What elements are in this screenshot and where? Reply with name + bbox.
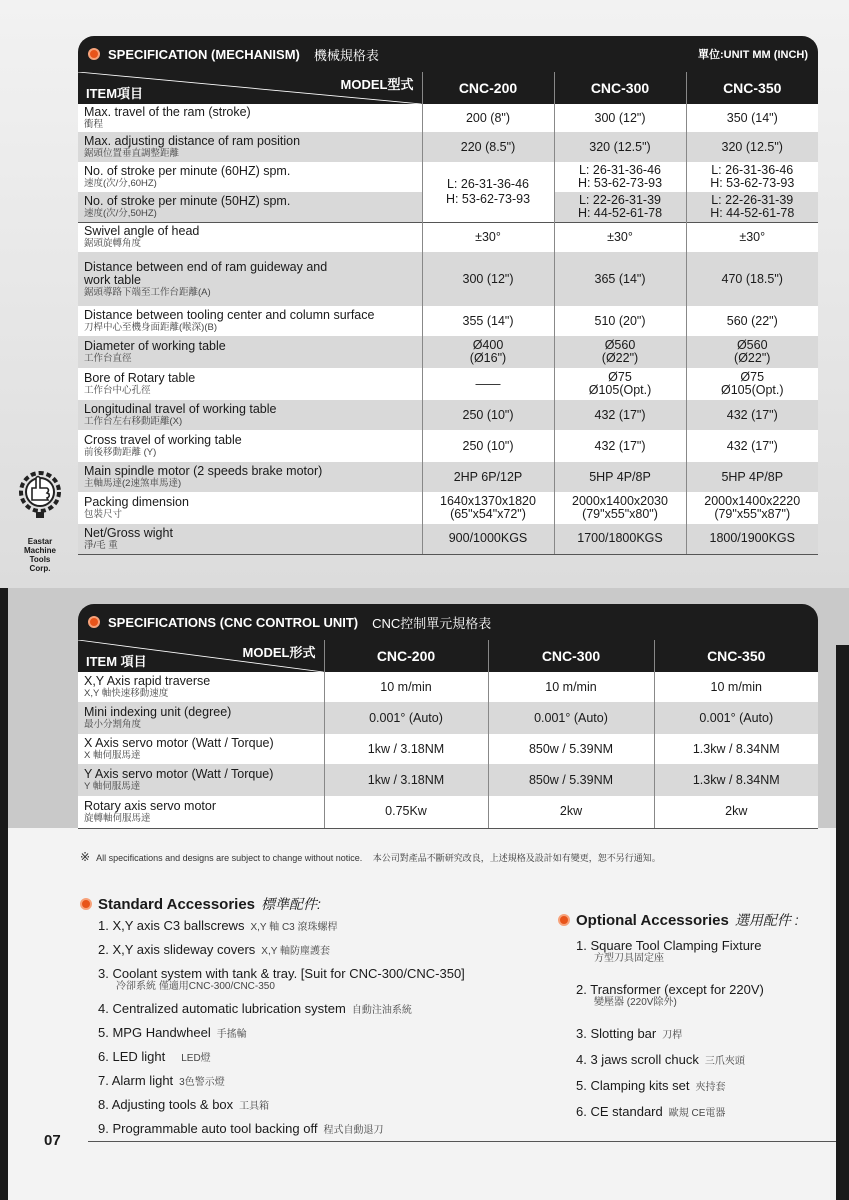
row-label-zh: 淨/毛 重 <box>84 539 118 551</box>
cell-value <box>686 192 818 222</box>
list-item <box>576 1104 826 1130</box>
row-label-zh: 速度(次/分,50HZ) <box>84 207 157 219</box>
company-logo <box>10 468 70 573</box>
item-text-zh: X,Y 軸 C3 滾珠螺桿 <box>250 922 338 933</box>
row-label <box>78 764 324 796</box>
cell-value <box>554 492 686 524</box>
bullet-icon <box>88 616 100 628</box>
row-label-zh: 鋸頭旋轉角度 <box>84 238 142 250</box>
item-text: LED light <box>112 1049 166 1064</box>
row-label <box>78 132 422 162</box>
cell-value: 320 (12.5") <box>686 132 818 162</box>
row-label-en: Net/Gross wight <box>84 525 173 540</box>
cell-line: L: 26-31-36-46 <box>711 163 794 177</box>
spec-row <box>78 162 818 192</box>
list-item <box>576 938 826 982</box>
list-item <box>98 1025 558 1049</box>
cell-value: 10 m/min <box>654 672 818 702</box>
item-text: X,Y axis C3 ballscrews <box>112 918 245 933</box>
item-number: 4. <box>98 1001 109 1016</box>
cell-line: Ø75 <box>608 370 632 384</box>
row-label-zh: 衝程 <box>84 119 104 130</box>
item-number: 1. <box>98 918 109 933</box>
spec-row <box>78 400 818 430</box>
spec-row <box>78 734 818 764</box>
optional-title-en: Optional Accessories <box>576 911 729 929</box>
cnc-spec-title: SPECIFICATIONS (CNC CONTROL UNIT) <box>108 614 359 630</box>
row-label <box>78 400 422 430</box>
row-label-en: X,Y Axis rapid traverse <box>84 674 211 688</box>
cell-value <box>686 492 818 524</box>
row-label <box>78 734 324 764</box>
row-label-zh: 前後移動距離 (Y) <box>84 447 157 458</box>
item-text-zh: 手搖輪 <box>216 1029 247 1040</box>
item-model-header <box>78 640 324 672</box>
item-text: Transformer (except for 220V) <box>590 982 764 997</box>
row-label-zh: 工作台直徑 <box>84 353 132 364</box>
item-model-header <box>78 72 422 104</box>
list-item <box>98 1073 558 1097</box>
unit-label: 單位:UNIT MM (INCH) <box>698 49 808 61</box>
item-number: 3. <box>98 966 109 981</box>
cell-line: Ø560 <box>736 338 768 352</box>
cell-value: 1kw / 3.18NM <box>324 764 488 796</box>
cell-value: 432 (17") <box>686 400 818 430</box>
cell-line: 2000x1400x2030 <box>572 494 668 508</box>
row-label-zh: 速度(次/分,60HZ) <box>84 178 157 189</box>
logo-text: Corp. <box>29 564 51 573</box>
cell-line: (79"x55"x80") <box>582 507 658 521</box>
row-label-en: Distance between end of ram guideway and <box>84 259 328 274</box>
cell-value: 0.001° (Auto) <box>654 702 818 734</box>
item-text: Slotting bar <box>590 1026 657 1041</box>
cell-value: 1kw / 3.18NM <box>324 734 488 764</box>
item-text-zh: 冷卻系統 僅適用CNC-300/CNC-350 <box>116 981 275 992</box>
cell-line: Ø560 <box>604 338 636 352</box>
logo-text: Tools <box>29 555 51 564</box>
item-text-zh: 歐規 CE電器 <box>668 1108 726 1119</box>
row-label-zh: X 軸伺服馬達 <box>84 750 141 761</box>
model-header: CNC-300 <box>488 640 654 672</box>
cell-value <box>686 336 818 368</box>
cell-value: 250 (10") <box>422 430 554 462</box>
row-label-en: Main spindle motor (2 speeds brake motor) <box>84 464 323 478</box>
mechanism-spec-panel <box>78 36 818 555</box>
cell-value: 10 m/min <box>488 672 654 702</box>
item-text-zh: 三爪夾頭 <box>704 1056 745 1067</box>
row-label-en: Cross travel of working table <box>84 433 242 447</box>
cell-value: 2kw <box>488 796 654 828</box>
cell-value: 850w / 5.39NM <box>488 764 654 796</box>
row-label <box>78 796 324 828</box>
cell-line: H: 44-52-61-78 <box>577 205 663 220</box>
item-text-zh: 變壓器 (220V除外) <box>594 997 677 1008</box>
item-number: 3. <box>576 1026 587 1041</box>
cell-line: L: 22-26-31-39 <box>711 192 794 207</box>
row-label-en: Packing dimension <box>84 495 189 509</box>
item-number: 5. <box>576 1078 587 1093</box>
row-label-en: Mini indexing unit (degree) <box>84 705 232 719</box>
left-edge-bar <box>0 588 8 1200</box>
item-number: 6. <box>98 1049 109 1064</box>
item-text: MPG Handwheel <box>112 1025 211 1040</box>
row-label-en: Swivel angle of head <box>84 224 200 239</box>
bullet-icon <box>88 48 100 60</box>
spec-row <box>78 252 818 306</box>
model-header: CNC-300 <box>554 72 686 104</box>
list-item <box>576 1078 826 1104</box>
item-text: Alarm light <box>111 1073 174 1088</box>
item-number: 4. <box>576 1052 587 1067</box>
cell-value: 365 (14") <box>554 252 686 306</box>
spec-row <box>78 104 818 132</box>
spec-row <box>78 462 818 492</box>
standard-title-zh: 標準配件: <box>261 896 321 912</box>
cell-line: Ø400 <box>472 338 504 352</box>
cell-value: L: 26-31-36-46 <box>422 162 554 192</box>
cell-value: 5HP 4P/8P <box>554 462 686 492</box>
list-item <box>98 1049 558 1073</box>
cell-line: H: 53-62-73-93 <box>577 176 663 190</box>
cell-value <box>554 336 686 368</box>
cell-value: 432 (17") <box>554 430 686 462</box>
hand-gear-icon <box>16 468 64 532</box>
item-text: 3 jaws scroll chuck <box>590 1052 699 1067</box>
model-header: CNC-350 <box>654 640 818 672</box>
mechanism-spec-title-zh: 機械規格表 <box>313 47 379 63</box>
list-item <box>98 942 558 966</box>
row-label <box>78 336 422 368</box>
cell-value: 0.001° (Auto) <box>324 702 488 734</box>
item-number: 9. <box>98 1121 109 1136</box>
item-number: 2. <box>98 942 109 957</box>
row-label-zh: 鋸頭導路下端至工作台距離(A) <box>84 286 211 298</box>
item-label: ITEM 項目 <box>86 654 147 669</box>
cell-value: 1800/1900KGS <box>686 524 818 554</box>
cell-value: 432 (17") <box>686 430 818 462</box>
model-label: MODEL形式 <box>242 645 316 660</box>
cell-value: 200 (8") <box>422 104 554 132</box>
row-label-zh: 包裝尺寸 <box>84 509 123 520</box>
row-label-zh: 工作台左右移動距離(X) <box>84 416 183 427</box>
cell-value: 0.75Kw <box>324 796 488 828</box>
row-label-zh: 刀桿中心至機身面距離(喉深)(B) <box>84 322 217 333</box>
item-text-zh: LED燈 <box>181 1053 211 1064</box>
row-label <box>78 104 422 132</box>
cell-value: 355 (14") <box>422 306 554 336</box>
cell-value: 5HP 4P/8P <box>686 462 818 492</box>
optional-title-zh: 選用配件 : <box>734 912 799 928</box>
logo-text: Machine <box>23 546 56 555</box>
item-text-zh: X,Y 軸防塵護套 <box>261 946 331 957</box>
list-item <box>98 1001 558 1025</box>
row-label <box>78 252 422 306</box>
cnc-spec-header <box>78 604 818 640</box>
row-label-en: Y Axis servo motor (Watt / Torque) <box>84 767 274 781</box>
cell-value: 300 (12") <box>422 252 554 306</box>
right-edge-bar <box>836 645 849 1200</box>
row-label <box>78 672 324 702</box>
cell-line: L: 22-26-31-39 <box>578 192 661 207</box>
cell-value: ±30° <box>554 222 686 252</box>
item-number: 2. <box>576 982 587 997</box>
page-number: 07 <box>44 1132 61 1149</box>
row-label <box>78 162 422 192</box>
cnc-spec-table <box>78 640 818 829</box>
cell-value: 220 (8.5") <box>422 132 554 162</box>
item-text: CE standard <box>590 1104 663 1119</box>
cell-line: Ø105(Opt.) <box>720 383 784 397</box>
spec-row <box>78 336 818 368</box>
item-number: 1. <box>576 938 587 953</box>
spec-row <box>78 524 818 554</box>
bullet-icon <box>80 898 92 910</box>
item-label: ITEM項目 <box>86 86 144 101</box>
cell-value: 350 (14") <box>686 104 818 132</box>
mechanism-spec-title: SPECIFICATION (MECHANISM) <box>108 46 300 62</box>
cell-value: ±30° <box>422 222 554 252</box>
standard-title-en: Standard Accessories <box>98 895 256 913</box>
row-label-en: No. of stroke per minute (60HZ) spm. <box>84 164 291 178</box>
logo-text: Eastar <box>27 537 53 546</box>
cell-line: L: 26-31-36-46 <box>578 163 661 177</box>
list-item <box>98 918 558 942</box>
cell-line: (Ø16") <box>469 351 507 365</box>
cell-value: 510 (20") <box>554 306 686 336</box>
mechanism-spec-table <box>78 72 818 555</box>
cell-value <box>686 368 818 400</box>
model-header: CNC-350 <box>686 72 818 104</box>
item-number: 7. <box>98 1073 109 1088</box>
cell-value: 470 (18.5") <box>686 252 818 306</box>
row-label-zh: 主軸馬達(2速煞車馬達) <box>84 478 182 489</box>
cell-value: 2kw <box>654 796 818 828</box>
cell-value: 10 m/min <box>324 672 488 702</box>
cell-line: (79"x55"x87") <box>714 507 791 521</box>
row-label <box>78 524 422 554</box>
row-label <box>78 430 422 462</box>
cell-value: 320 (12.5") <box>554 132 686 162</box>
spec-row <box>78 306 818 336</box>
optional-accessories-title <box>558 910 799 930</box>
row-label-en: Bore of Rotary table <box>84 371 196 385</box>
row-label-zh: X,Y 軸快速移動速度 <box>84 688 169 699</box>
cell-value <box>422 336 554 368</box>
cell-value: H: 53-62-73-93 <box>422 192 554 222</box>
spec-row <box>78 764 818 796</box>
row-label <box>78 192 422 222</box>
row-label <box>78 462 422 492</box>
row-label-zh: 工作台中心孔徑 <box>84 385 151 396</box>
item-number: 5. <box>98 1025 109 1040</box>
cell-line: Ø75 <box>740 370 765 384</box>
model-header: CNC-200 <box>324 640 488 672</box>
item-text-zh: 程式自動退刀 <box>323 1125 384 1136</box>
bullet-icon <box>558 914 570 926</box>
cell-line: 1640x1370x1820 <box>440 494 536 508</box>
list-item <box>576 1052 826 1078</box>
item-text: Adjusting tools & box <box>111 1097 234 1112</box>
cell-value: 900/1000KGS <box>422 524 554 554</box>
row-label <box>78 306 422 336</box>
spec-row <box>78 192 818 222</box>
item-text: Clamping kits set <box>590 1078 690 1093</box>
row-label-en: Diameter of working table <box>84 339 226 353</box>
cell-line: (Ø22") <box>734 351 771 365</box>
cell-value <box>686 162 818 192</box>
item-text: Programmable auto tool backing off <box>112 1121 318 1136</box>
cell-value: —— <box>422 368 554 400</box>
cell-value: 2HP 6P/12P <box>422 462 554 492</box>
item-text-zh: 刀桿 <box>662 1030 683 1041</box>
spec-row <box>78 672 818 702</box>
row-label-en: work table <box>84 272 141 287</box>
cell-value: 1700/1800KGS <box>554 524 686 554</box>
list-item <box>576 1026 826 1052</box>
cell-line: Ø105(Opt.) <box>588 383 652 397</box>
cell-value <box>554 192 686 222</box>
cell-value: 432 (17") <box>554 400 686 430</box>
cell-line: 2000x1400x2220 <box>704 494 801 508</box>
row-label-en: No. of stroke per minute (50HZ) spm. <box>84 193 291 208</box>
cell-value: 300 (12") <box>554 104 686 132</box>
list-item <box>98 966 558 1001</box>
item-text: Centralized automatic lubrication system <box>112 1001 346 1016</box>
item-text: Coolant system with tank & tray. [Suit for CNC-300/CNC-350] <box>112 966 465 981</box>
spec-row <box>78 796 818 828</box>
cell-value: 1.3kw / 8.34NM <box>654 764 818 796</box>
row-label <box>78 702 324 734</box>
footer-rule <box>88 1141 836 1142</box>
item-number: 8. <box>98 1097 109 1112</box>
optional-accessories-list <box>576 938 826 1130</box>
row-label-en: Distance between tooling center and column surface <box>84 308 375 322</box>
item-number: 6. <box>576 1104 587 1119</box>
cell-line: (Ø22") <box>601 351 639 365</box>
cell-value: 0.001° (Auto) <box>488 702 654 734</box>
item-text-zh: 方型刀具固定座 <box>594 953 664 964</box>
row-label <box>78 492 422 524</box>
spec-row <box>78 368 818 400</box>
cell-line: H: 44-52-61-78 <box>710 205 795 220</box>
standard-accessories-title <box>80 894 321 914</box>
row-label-en: Rotary axis servo motor <box>84 798 216 813</box>
item-text: Square Tool Clamping Fixture <box>590 938 762 953</box>
list-item <box>98 1097 558 1121</box>
cell-value <box>554 162 686 192</box>
item-text-zh: 3色警示燈 <box>179 1077 225 1088</box>
cell-line: (65"x54"x72") <box>450 507 526 521</box>
cell-value: 250 (10") <box>422 400 554 430</box>
model-header: CNC-200 <box>422 72 554 104</box>
spec-row <box>78 702 818 734</box>
cell-value: 560 (22") <box>686 306 818 336</box>
spec-row <box>78 430 818 462</box>
model-label: MODEL型式 <box>340 77 414 92</box>
row-label-en: X Axis servo motor (Watt / Torque) <box>84 736 274 750</box>
cell-value: 850w / 5.39NM <box>488 734 654 764</box>
note-mark: ※ <box>80 850 91 864</box>
notice-text-zh: 本公司對產品不斷研究改良，上述規格及設計如有變更，恕不另行通知。 <box>372 853 661 863</box>
row-label-zh: Y 軸伺服馬達 <box>84 781 141 792</box>
row-label-zh: 鋸頭位置垂直調整距離 <box>84 148 180 159</box>
item-text-zh: 工具箱 <box>239 1101 270 1112</box>
standard-accessories-list <box>98 918 558 1145</box>
row-label-en: Max. adjusting distance of ram position <box>84 134 301 148</box>
mechanism-spec-header <box>78 36 818 72</box>
cell-value: ±30° <box>686 222 818 252</box>
row-label-zh: 最小分割角度 <box>84 719 142 730</box>
item-text-zh: 夾持套 <box>695 1082 726 1093</box>
row-label-en: Max. travel of the ram (stroke) <box>84 105 251 119</box>
change-notice <box>80 850 661 864</box>
notice-text-en: All specifications and designs are subject to change without notice. <box>96 853 363 863</box>
row-label-en: Longitudinal travel of working table <box>84 402 277 416</box>
cell-line: H: 53-62-73-93 <box>710 176 795 190</box>
row-label <box>78 222 422 252</box>
list-item <box>576 982 826 1026</box>
cell-value <box>554 368 686 400</box>
row-label <box>78 368 422 400</box>
cnc-spec-title-zh: CNC控制單元規格表 <box>372 615 492 631</box>
spec-row <box>78 132 818 162</box>
spec-row <box>78 222 818 252</box>
item-text-zh: 自動注油系統 <box>351 1005 412 1016</box>
spec-row <box>78 492 818 524</box>
cell-value: 1.3kw / 8.34NM <box>654 734 818 764</box>
cell-value <box>422 492 554 524</box>
cnc-spec-panel <box>78 604 818 829</box>
item-text: X,Y axis slideway covers <box>112 942 256 957</box>
row-label-zh: 旋轉軸伺服馬達 <box>84 812 151 824</box>
